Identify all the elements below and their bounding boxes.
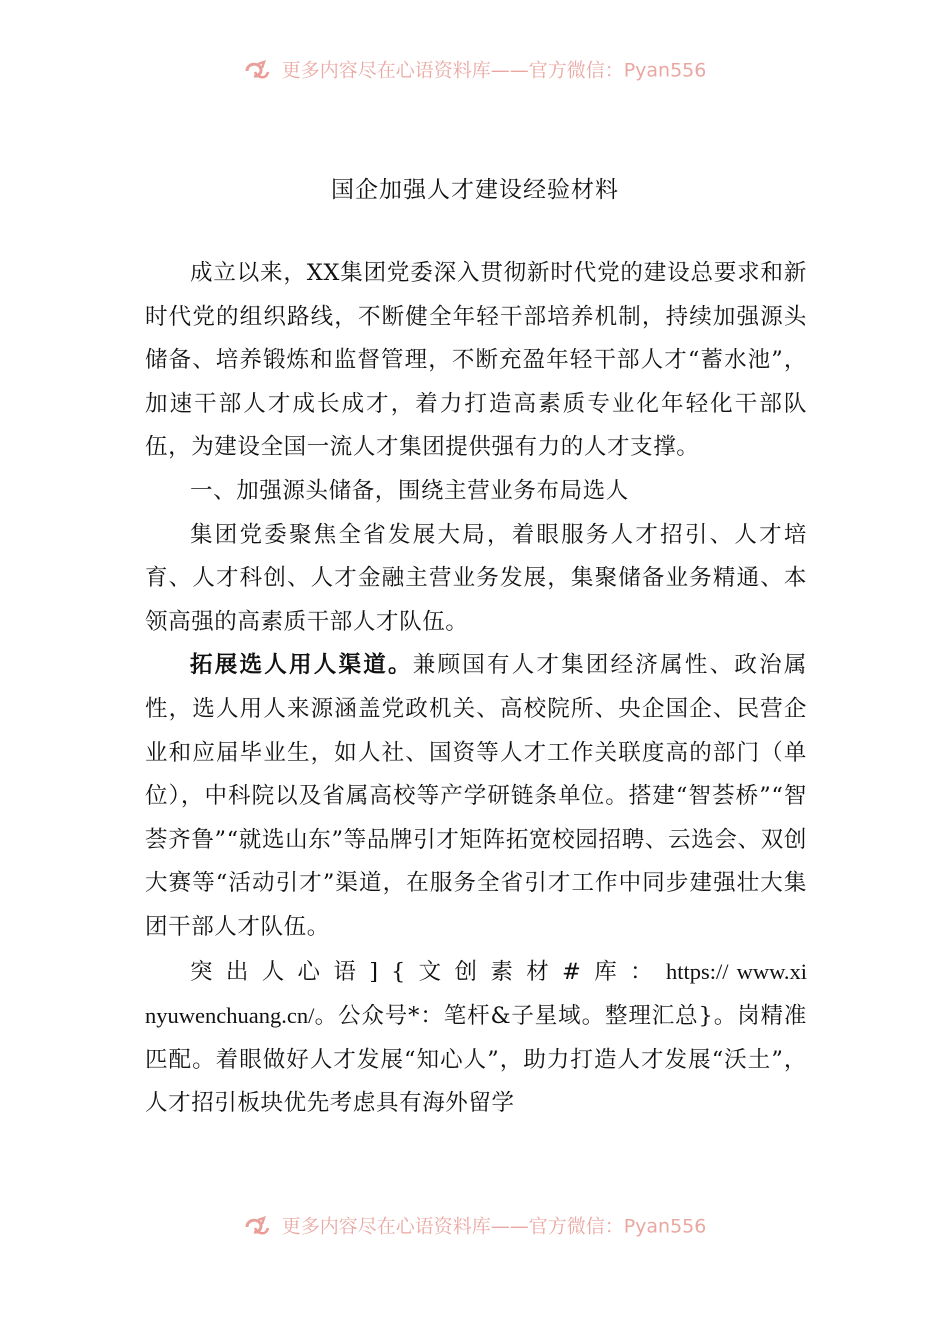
document-body <box>145 252 807 1126</box>
brand-logo-icon <box>244 60 270 82</box>
url-domain: www.xinyuwenchuang.cn/ <box>145 958 807 1029</box>
section-heading-1: 一、加强源头储备，围绕主营业务布局选人 <box>190 477 629 504</box>
paragraph-matching-text: 。公众号*：笔杆&子星域。整理汇总}。岗精准匹配。着眼做好人才发展“知心人”，助力打造人才发展“沃土”，人才招引板块优先考虑具有海外留学 <box>145 1003 807 1117</box>
paragraph-spaced-text: 突出人心语]{文创素材#库： <box>190 958 666 985</box>
document-title: 国企加强人才建设经验材料 <box>331 177 619 203</box>
paragraph-channels-text: 兼顾国有人才集团经济属性、政治属性，选人用人来源涵盖党政机关、高校院所、央企国企、民营企业和应届毕业生，如人社、国资等人才工作关联度高的部门（单位），中科院以及省属高校等产学研链条单位。搭建“智荟桥”“智荟齐鲁”“就选山东”等品牌引才矩阵拓宽校园招聘、云选会、双创大赛等“活动引才”渠道，在服务全省引才工作中同步建强壮大集团干部人才队伍。 <box>145 652 807 940</box>
url-start: https:// <box>665 958 729 984</box>
paragraph-section-1: 集团党委聚焦全省发展大局，着眼服务人才招引、人才培育、人才科创、人才金融主营业务发展，集聚储备业务精通、本领高强的高素质干部人才队伍。 <box>145 521 807 635</box>
watermark-text: 更多内容尽在心语资料库——官方微信：Pyan556 <box>281 59 707 82</box>
brand-logo-icon <box>244 1216 270 1238</box>
paragraph-channels <box>145 644 807 949</box>
paragraph-lead-bold: 拓展选人用人渠道。 <box>190 652 413 679</box>
watermark-header <box>0 52 950 88</box>
paragraph-matching <box>145 950 807 1126</box>
paragraph-intro: 成立以来，XX集团党委深入贯彻新时代党的建设总要求和新时代党的组织路线，不断健全年轻干部培养机制，持续加强源头储备、培养锻炼和监督管理，不断充盈年轻干部人才“蓄水池”，加速干部人才成长成才，着力打造高素质专业化年轻化干部队伍，为建设全国一流人才集团提供强有力的人才支撑。 <box>145 260 807 461</box>
watermark-footer <box>0 1208 950 1244</box>
watermark-text: 更多内容尽在心语资料库——官方微信：Pyan556 <box>281 1215 707 1238</box>
